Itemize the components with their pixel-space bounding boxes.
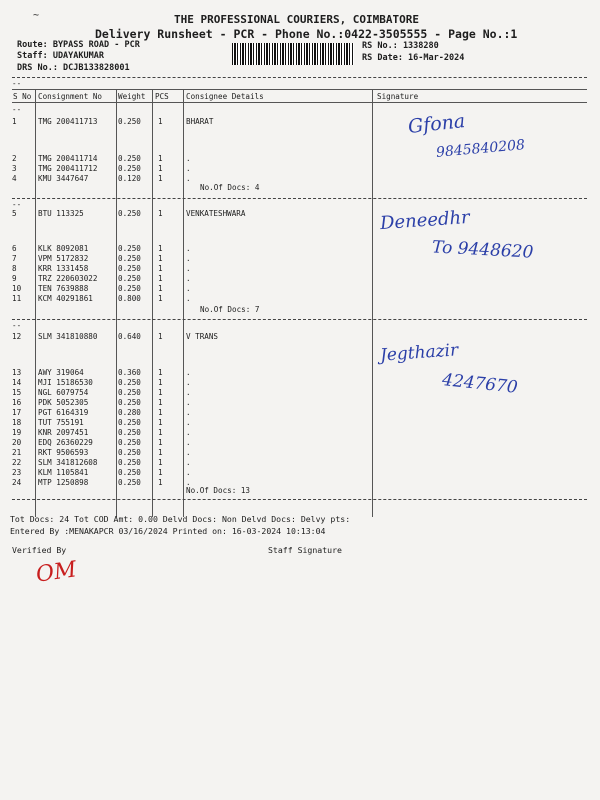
row-sno: 15 [12,388,22,397]
row-sno: 19 [12,428,22,437]
group-marker: -- [12,79,22,88]
row-cno: RKT 9506593 [38,448,89,457]
row-pcs: 1 [158,428,163,437]
row-sno: 12 [12,332,22,341]
staff-label: Staff: UDAYAKUMAR [17,51,104,61]
row-cno: MTP 1250898 [38,478,89,487]
col-header-sno: S No [13,92,32,101]
row-details: . [186,468,191,477]
row-wt: 0.250 [118,154,141,163]
row-pcs: 1 [158,398,163,407]
row-cno: KNR 2097451 [38,428,89,437]
row-pcs: 1 [158,274,163,283]
verifier-initials: OM [34,557,79,588]
row-cno: NGL 6079754 [38,388,89,397]
row-wt: 0.250 [118,398,141,407]
row-wt: 0.250 [118,448,141,457]
row-sno: 16 [12,398,22,407]
row-details: . [186,264,191,273]
row-pcs: 1 [158,438,163,447]
group-marker: -- [12,200,22,209]
row-details: . [186,164,191,173]
row-sno: 10 [12,284,22,293]
row-cno: TMG 200411712 [38,164,98,173]
row-details: . [186,254,191,263]
col-header-pcs: PCS [155,92,169,101]
row-pcs: 1 [158,154,163,163]
signature-3-name: Jegthazir [379,340,459,366]
row-wt: 0.250 [118,117,141,126]
row-wt: 0.250 [118,284,141,293]
row-pcs: 1 [158,284,163,293]
row-sno: 24 [12,478,22,487]
row-wt: 0.250 [118,438,141,447]
row-pcs: 1 [158,294,163,303]
row-wt: 0.800 [118,294,141,303]
row-cno: PGT 6164319 [38,408,89,417]
row-wt: 0.250 [118,428,141,437]
row-wt: 0.250 [118,244,141,253]
row-cno: BTU 113325 [38,209,84,218]
signature-3-phone: 4247670 [441,370,519,398]
row-details: . [186,294,191,303]
row-wt: 0.250 [118,378,141,387]
row-sno: 11 [12,294,22,303]
row-pcs: 1 [158,408,163,417]
row-details: . [186,428,191,437]
totals-line: Tot Docs: 24 Tot COD Amt: 0.00 Delvd Docs: Non Delvd Docs: Delvy pts: [10,514,351,524]
row-sno: 8 [12,264,17,273]
row-details: . [186,284,191,293]
row-details: . [186,418,191,427]
group-marker: -- [12,321,22,330]
row-pcs: 1 [158,418,163,427]
row-cno: TUT 755191 [38,418,84,427]
row-sno: 6 [12,244,17,253]
row-details: . [186,408,191,417]
row-cno: KLK 8092081 [38,244,89,253]
row-cno: TEN 7639888 [38,284,89,293]
row-pcs: 1 [158,368,163,377]
row-pcs: 1 [158,458,163,467]
row-sno: 23 [12,468,22,477]
drs-number: DRS No.: DCJB133828001 [17,63,130,73]
row-wt: 0.250 [118,164,141,173]
row-sno: 20 [12,438,22,447]
row-details: . [186,154,191,163]
row-pcs: 1 [158,164,163,173]
rs-date: RS Date: 16-Mar-2024 [362,53,465,63]
row-pcs: 1 [158,254,163,263]
row-cno: TRZ 220603022 [38,274,98,283]
row-details: . [186,378,191,387]
row-cno: KMU 3447647 [38,174,89,183]
row-wt: 0.250 [118,209,141,218]
row-wt: 0.250 [118,418,141,427]
row-sno: 17 [12,408,22,417]
row-sno: 14 [12,378,22,387]
row-details: . [186,368,191,377]
group-doc-count: No.Of Docs: 13 [186,486,251,495]
signature-2-phone: To 9448620 [431,237,534,263]
route-label: Route: BYPASS ROAD - PCR [17,40,140,50]
runsheet-title: Delivery Runsheet - PCR - Phone No.:0422-3505555 - Page No.:1 [95,27,518,41]
barcode [232,43,354,65]
row-wt: 0.120 [118,174,141,183]
row-sno: 2 [12,154,17,163]
row-details: . [186,448,191,457]
group-doc-count: No.Of Docs: 7 [200,305,260,314]
row-sno: 18 [12,418,22,427]
row-details: . [186,478,191,487]
row-pcs: 1 [158,117,163,126]
signature-1-phone: 9845840208 [435,137,526,161]
row-cno: TMG 200411713 [38,117,98,126]
row-sno: 13 [12,368,22,377]
row-details: VENKATESHWARA [186,209,246,218]
col-header-consignee: Consignee Details [186,92,264,101]
group-doc-count: No.Of Docs: 4 [200,183,260,192]
group-marker: -- [12,105,22,114]
row-details: . [186,388,191,397]
row-pcs: 1 [158,264,163,273]
row-sno: 1 [12,117,17,126]
row-wt: 0.250 [118,458,141,467]
row-cno: KCM 40291861 [38,294,93,303]
row-cno: EDQ 26360229 [38,438,93,447]
row-wt: 0.250 [118,264,141,273]
row-cno: MJI 15186530 [38,378,93,387]
row-sno: 22 [12,458,22,467]
row-wt: 0.640 [118,332,141,341]
row-pcs: 1 [158,174,163,183]
rs-number: RS No.: 1338280 [362,41,439,51]
row-pcs: 1 [158,478,163,487]
row-pcs: 1 [158,468,163,477]
staff-signature-label: Staff Signature [268,545,342,555]
row-details: . [186,398,191,407]
row-details: . [186,244,191,253]
signature-2-name: Deneedhr [379,206,471,235]
row-details: BHARAT [186,117,214,126]
row-sno: 5 [12,209,17,218]
row-details: V TRANS [186,332,219,341]
row-pcs: 1 [158,209,163,218]
company-name: THE PROFESSIONAL COURIERS, COIMBATORE [174,13,420,26]
row-sno: 9 [12,274,17,283]
row-cno: VPM 5172832 [38,254,89,263]
row-wt: 0.250 [118,388,141,397]
row-wt: 0.250 [118,468,141,477]
row-wt: 0.360 [118,368,141,377]
row-pcs: 1 [158,388,163,397]
row-details: . [186,438,191,447]
row-sno: 21 [12,448,22,457]
row-cno: SLM 341810880 [38,332,98,341]
verified-by-label: Verified By [12,545,67,555]
row-wt: 0.280 [118,408,141,417]
signature-1-name: Gfona [407,110,467,138]
row-details: . [186,458,191,467]
row-details: . [186,274,191,283]
row-pcs: 1 [158,332,163,341]
row-cno: TMG 200411714 [38,154,98,163]
row-sno: 7 [12,254,17,263]
row-cno: AWY 319064 [38,368,84,377]
row-pcs: 1 [158,244,163,253]
col-header-consignment: Consignment No [38,92,103,101]
corner-mark: ~ [33,10,40,21]
row-cno: KRR 1331458 [38,264,89,273]
row-details: . [186,174,191,183]
entered-by: Entered By :MENAKAPCR 03/16/2024 Printed on: 16-03-2024 10:13:04 [10,526,326,536]
row-sno: 4 [12,174,17,183]
row-pcs: 1 [158,448,163,457]
row-cno: KLM 1105841 [38,468,89,477]
row-cno: SLM 341812608 [38,458,98,467]
row-sno: 3 [12,164,17,173]
row-pcs: 1 [158,378,163,387]
row-wt: 0.250 [118,274,141,283]
row-cno: PDK 5052305 [38,398,89,407]
row-wt: 0.250 [118,254,141,263]
col-header-signature: Signature [377,92,419,101]
row-wt: 0.250 [118,478,141,487]
col-header-weight: Weight [118,92,146,101]
